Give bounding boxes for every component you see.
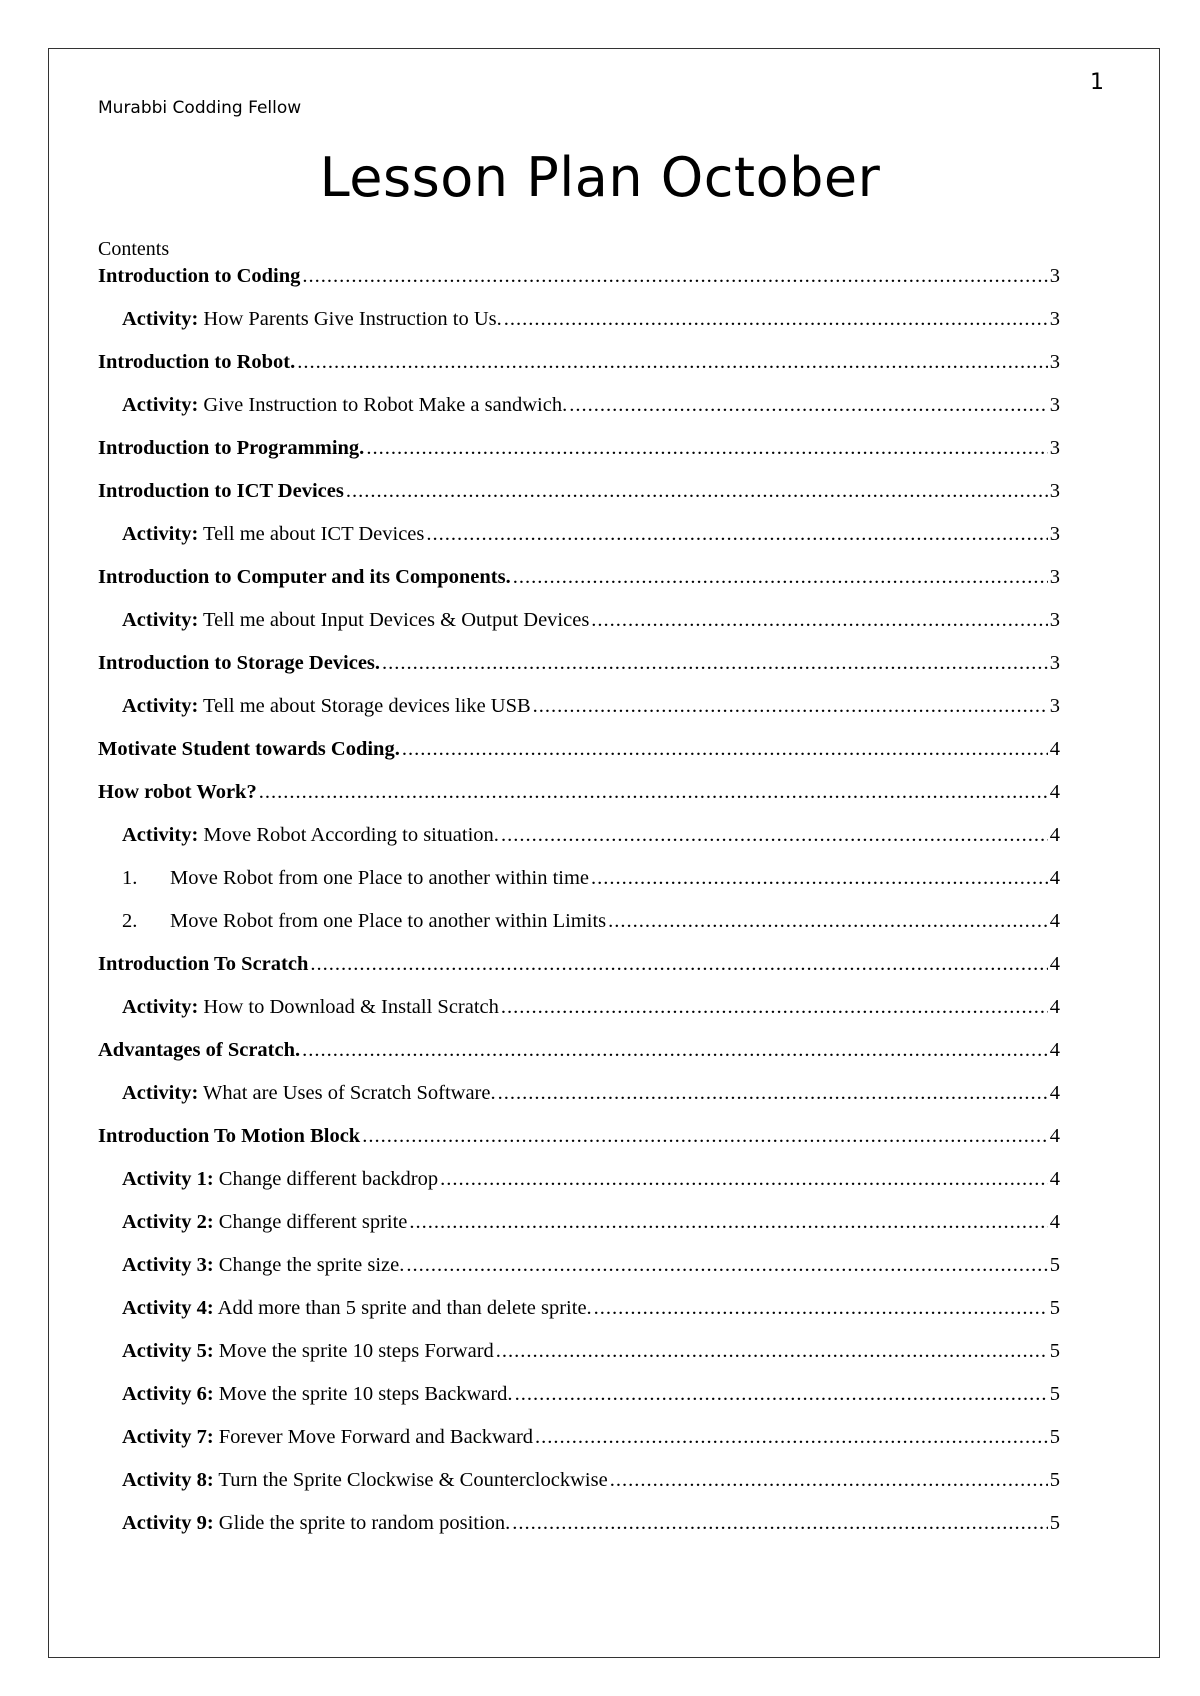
toc-entry-prefix: Activity: — [122, 996, 199, 1018]
toc-dot-leader — [426, 523, 1047, 546]
toc-entry-page: 3 — [1049, 437, 1060, 459]
toc-entry-prefix: Activity 6: — [122, 1383, 214, 1405]
toc-entry-page: 5 — [1049, 1297, 1060, 1319]
document-title: Lesson Plan October — [319, 146, 881, 209]
toc-dot-leader — [513, 566, 1048, 589]
toc-entry-text: Introduction To Motion Block — [98, 1125, 361, 1147]
toc-entry[interactable] — [98, 1039, 1060, 1082]
toc-entry-number: 1. — [122, 867, 138, 889]
toc-entry-text: Advantages of Scratch. — [98, 1039, 301, 1061]
toc-entry-title — [122, 1168, 438, 1191]
toc-entry-page: 4 — [1049, 1082, 1060, 1104]
toc-entry-page: 3 — [1049, 308, 1060, 330]
toc-dot-leader — [608, 910, 1048, 933]
toc-entry[interactable] — [98, 351, 1060, 394]
toc-entry-title — [122, 1469, 608, 1492]
toc-entry-prefix: Activity: — [122, 394, 199, 416]
toc-dot-leader — [591, 609, 1047, 632]
toc-entry-prefix: Activity 2: — [122, 1211, 214, 1233]
toc-entry-page: 3 — [1049, 566, 1060, 588]
toc-entry-title — [122, 1297, 592, 1320]
toc-entry-text: Introduction To Scratch — [98, 953, 309, 975]
toc-entry-title — [98, 480, 344, 503]
toc-entry-text: Move Robot from one Place to another within Limits — [170, 910, 607, 932]
toc-entry-text: What are Uses of Scratch Software. — [198, 1082, 496, 1104]
toc-entry-page: 4 — [1049, 910, 1060, 932]
toc-entry-title — [122, 1383, 513, 1406]
toc-entry-page: 3 — [1049, 265, 1060, 287]
toc-dot-leader — [366, 437, 1047, 460]
toc-entry-title — [122, 1211, 407, 1234]
toc-entry-text: How robot Work? — [98, 781, 257, 803]
toc-entry[interactable] — [98, 738, 1060, 781]
toc-entry-text: Move the sprite 10 steps Forward — [213, 1340, 494, 1362]
toc-dot-leader — [610, 1469, 1048, 1492]
toc-entry[interactable] — [98, 566, 1060, 609]
toc-entry-title — [122, 609, 589, 632]
toc-entry-prefix: Activity: — [122, 308, 199, 330]
toc-entry[interactable] — [98, 1297, 1060, 1340]
toc-entry-text: Glide the sprite to random position. — [213, 1512, 511, 1534]
toc-entry-title — [98, 738, 400, 761]
toc-entry-prefix: Activity: — [122, 695, 199, 717]
toc-entry[interactable] — [98, 1125, 1060, 1168]
toc-entry-text: Forever Move Forward and Backward — [213, 1426, 534, 1448]
toc-entry[interactable] — [98, 824, 1060, 867]
toc-entry-text: Motivate Student towards Coding. — [98, 738, 400, 760]
toc-entry-page: 4 — [1049, 1211, 1060, 1233]
toc-entry-prefix: Activity 5: — [122, 1340, 214, 1362]
toc-entry-page: 3 — [1049, 695, 1060, 717]
toc-entry-page: 5 — [1049, 1254, 1060, 1276]
toc-entry[interactable] — [98, 1383, 1060, 1426]
toc-entry-title — [122, 1426, 533, 1449]
toc-entry-title — [122, 867, 589, 890]
toc-dot-leader — [591, 867, 1048, 890]
toc-entry-text: Tell me about Storage devices like USB — [198, 695, 531, 717]
toc-dot-leader — [498, 1082, 1048, 1105]
toc-entry-page: 3 — [1049, 351, 1060, 373]
toc-entry-text: Change the sprite size. — [213, 1254, 405, 1276]
toc-entry[interactable] — [98, 523, 1060, 566]
toc-entry-prefix: Activity 8: — [122, 1469, 214, 1491]
toc-dot-leader — [302, 1039, 1048, 1062]
toc-entry[interactable] — [98, 867, 1060, 910]
toc-entry-text: Change different sprite — [213, 1211, 408, 1233]
toc-entry-text: Add more than 5 sprite and than delete sprite. — [213, 1297, 592, 1319]
toc-dot-leader — [515, 1383, 1048, 1406]
toc-entry-page: 5 — [1049, 1383, 1060, 1405]
toc-entry-title — [98, 781, 257, 804]
contents-label: Contents — [98, 238, 170, 260]
toc-entry[interactable] — [98, 781, 1060, 824]
toc-entry-prefix: Activity 3: — [122, 1254, 214, 1276]
toc-entry-title — [98, 351, 295, 374]
toc-entry-page: 4 — [1049, 953, 1060, 975]
toc-entry-title — [98, 953, 308, 976]
toc-entry-page: 4 — [1049, 867, 1060, 889]
toc-entry-text: Introduction to Computer and its Components. — [98, 566, 511, 588]
toc-entry-text: Give Instruction to Robot Make a sandwich. — [198, 394, 568, 416]
toc-entry[interactable] — [98, 652, 1060, 695]
toc-entry-title — [122, 996, 499, 1019]
toc-dot-leader — [496, 1340, 1048, 1363]
toc-entry-text: Move Robot from one Place to another within time — [170, 867, 590, 889]
toc-entry[interactable] — [98, 910, 1060, 953]
toc-dot-leader — [501, 996, 1048, 1019]
toc-dot-leader — [440, 1168, 1048, 1191]
toc-entry-prefix: Activity: — [122, 824, 199, 846]
toc-dot-leader — [594, 1297, 1048, 1320]
toc-dot-leader — [535, 1426, 1048, 1449]
toc-entry-title — [122, 308, 502, 331]
toc-entry-page: 3 — [1049, 652, 1060, 674]
toc-entry-page: 5 — [1049, 1426, 1060, 1448]
toc-entry[interactable] — [98, 1082, 1060, 1125]
toc-entry-text: Tell me about Input Devices & Output Devices — [198, 609, 590, 631]
toc-entry-text: Introduction to ICT Devices — [98, 480, 344, 502]
toc-entry-title — [122, 1254, 404, 1277]
toc-entry-page: 3 — [1049, 394, 1060, 416]
toc-entry[interactable] — [98, 996, 1060, 1039]
toc-entry-page: 4 — [1049, 738, 1060, 760]
toc-entry-prefix: Activity: — [122, 1082, 199, 1104]
toc-entry-page: 4 — [1049, 1168, 1060, 1190]
toc-entry[interactable] — [98, 695, 1060, 738]
toc-entry-text: How Parents Give Instruction to Us. — [198, 308, 502, 330]
toc-entry-title — [98, 437, 364, 460]
toc-entry[interactable] — [98, 308, 1060, 351]
toc-dot-leader — [297, 351, 1048, 374]
toc-dot-leader — [533, 695, 1048, 718]
toc-entry-text: Introduction to Coding — [98, 265, 301, 287]
toc-dot-leader — [259, 781, 1048, 804]
toc-entry-prefix: Activity 1: — [122, 1168, 214, 1190]
toc-entry-title — [122, 824, 499, 847]
table-of-contents — [98, 265, 1060, 1555]
page-number: 1 — [1090, 70, 1104, 95]
toc-entry[interactable] — [98, 1512, 1060, 1555]
toc-dot-leader — [362, 1125, 1048, 1148]
toc-dot-leader — [406, 1254, 1047, 1277]
toc-dot-leader — [310, 953, 1047, 976]
toc-entry-title — [122, 523, 424, 546]
toc-entry-title — [98, 652, 380, 675]
toc-dot-leader — [382, 652, 1048, 675]
toc-entry-title — [122, 1340, 494, 1363]
toc-entry-page: 5 — [1049, 1469, 1060, 1491]
toc-dot-leader — [346, 480, 1048, 503]
toc-entry[interactable] — [98, 1211, 1060, 1254]
toc-entry-title — [98, 1039, 300, 1062]
toc-dot-leader — [501, 824, 1048, 847]
toc-entry-page: 4 — [1049, 1125, 1060, 1147]
toc-entry-page: 5 — [1049, 1340, 1060, 1362]
toc-dot-leader — [504, 308, 1048, 331]
toc-entry-title — [122, 1512, 510, 1535]
toc-entry[interactable] — [98, 609, 1060, 652]
toc-entry-text: Tell me about ICT Devices — [198, 523, 425, 545]
toc-entry[interactable] — [98, 480, 1060, 523]
toc-entry-text: Introduction to Robot. — [98, 351, 296, 373]
toc-entry-title — [122, 394, 567, 417]
toc-dot-leader — [302, 265, 1047, 288]
toc-entry[interactable] — [98, 1254, 1060, 1297]
toc-entry-page: 4 — [1049, 824, 1060, 846]
toc-entry[interactable] — [98, 437, 1060, 480]
toc-entry[interactable] — [98, 1426, 1060, 1469]
toc-entry-page: 4 — [1049, 996, 1060, 1018]
toc-entry-title — [122, 910, 606, 933]
toc-entry-prefix: Activity 9: — [122, 1512, 214, 1534]
toc-entry[interactable] — [98, 1469, 1060, 1512]
toc-dot-leader — [409, 1211, 1047, 1234]
toc-entry-text: Move Robot According to situation. — [198, 824, 499, 846]
toc-entry-page: 3 — [1049, 480, 1060, 502]
page-header: Murabbi Codding Fellow — [98, 98, 302, 118]
toc-entry-text: Introduction to Programming. — [98, 437, 365, 459]
toc-entry-text: Change different backdrop — [213, 1168, 439, 1190]
toc-entry-title — [98, 265, 300, 288]
toc-entry-page: 5 — [1049, 1512, 1060, 1534]
toc-entry-prefix: Activity 4: — [122, 1297, 214, 1319]
toc-entry-title — [98, 1125, 360, 1148]
toc-entry[interactable] — [98, 953, 1060, 996]
toc-entry-text: How to Download & Install Scratch — [198, 996, 499, 1018]
toc-entry[interactable] — [98, 394, 1060, 437]
toc-entry-page: 4 — [1049, 1039, 1060, 1061]
toc-entry-page: 3 — [1049, 609, 1060, 631]
toc-entry-prefix: Activity: — [122, 523, 199, 545]
toc-entry-prefix: Activity 7: — [122, 1426, 214, 1448]
toc-entry-prefix: Activity: — [122, 609, 199, 631]
toc-entry-title — [122, 695, 531, 718]
toc-entry-page: 4 — [1049, 781, 1060, 803]
toc-entry-text: Move the sprite 10 steps Backward. — [213, 1383, 513, 1405]
toc-entry-title — [122, 1082, 496, 1105]
toc-dot-leader — [402, 738, 1048, 761]
toc-entry-text: Introduction to Storage Devices. — [98, 652, 381, 674]
toc-entry[interactable] — [98, 1340, 1060, 1383]
toc-entry-text: Turn the Sprite Clockwise & Counterclockwise — [213, 1469, 608, 1491]
toc-dot-leader — [512, 1512, 1047, 1535]
toc-entry[interactable] — [98, 265, 1060, 308]
toc-entry-page: 3 — [1049, 523, 1060, 545]
toc-entry-number: 2. — [122, 910, 138, 932]
toc-entry-title — [98, 566, 511, 589]
toc-entry[interactable] — [98, 1168, 1060, 1211]
toc-dot-leader — [569, 394, 1048, 417]
